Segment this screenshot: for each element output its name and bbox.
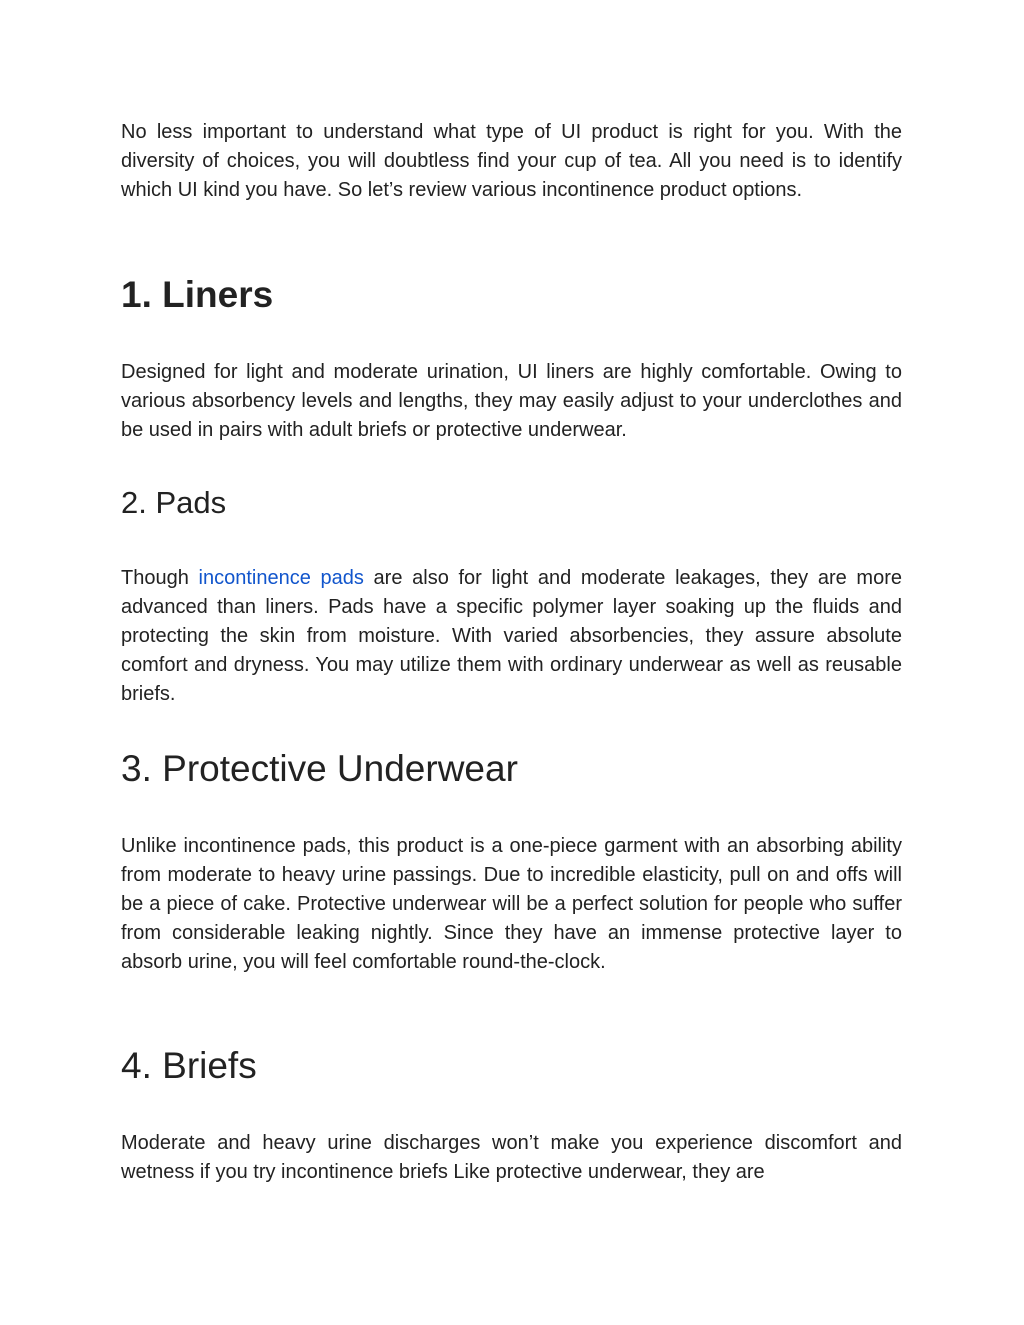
protective-underwear-paragraph: Unlike incontinence pads, this product is a one-piece garment with an absorbing ability from moderate to heavy urine passings. Due to incredible elasticity, pull on and offs will be a piece of cake. Protective underwear will be a perfect solution for people who suffer from considerable leaking nightly. Since they have an immense protective layer to absorb urine, you will feel comfortable round-the-clock. <box>121 835 902 973</box>
pads-paragraph <box>121 564 902 709</box>
briefs-paragraph: Moderate and heavy urine discharges won’t make you experience discomfort and wetness if you try incontinence briefs Like protective underwear, they are <box>121 1132 902 1183</box>
pads-text-before-link: Though <box>121 567 199 589</box>
liners-paragraph: Designed for light and moderate urination, UI liners are highly comfortable. Owing to various absorbency levels and lengths, they may easily adjust to your underclothes and be used in pairs with adult briefs or protective underwear. <box>121 361 902 441</box>
heading-briefs: 4. Briefs <box>121 1045 257 1086</box>
intro-paragraph: No less important to understand what type of UI product is right for you. With the diversity of choices, you will doubtless find your cup of tea. All you need is to identify which UI kind you have. So let’s review various incontinence product options. <box>121 121 902 201</box>
pads-text-after-link: are also for light and moderate leakages, they are more advanced than liners. Pads have a specific polymer layer soaking up the fluids and protecting the skin from moisture. With varied absorbencies, they assure absolute comfort and dryness. You may utilize them with ordinary underwear as well as reusable briefs. <box>121 567 903 705</box>
heading-pads: 2. Pads <box>121 485 227 520</box>
heading-protective-underwear: 3. Protective Underwear <box>121 748 518 789</box>
heading-liners: 1. Liners <box>121 274 274 315</box>
incontinence-pads-link[interactable]: incontinence pads <box>198 567 364 589</box>
